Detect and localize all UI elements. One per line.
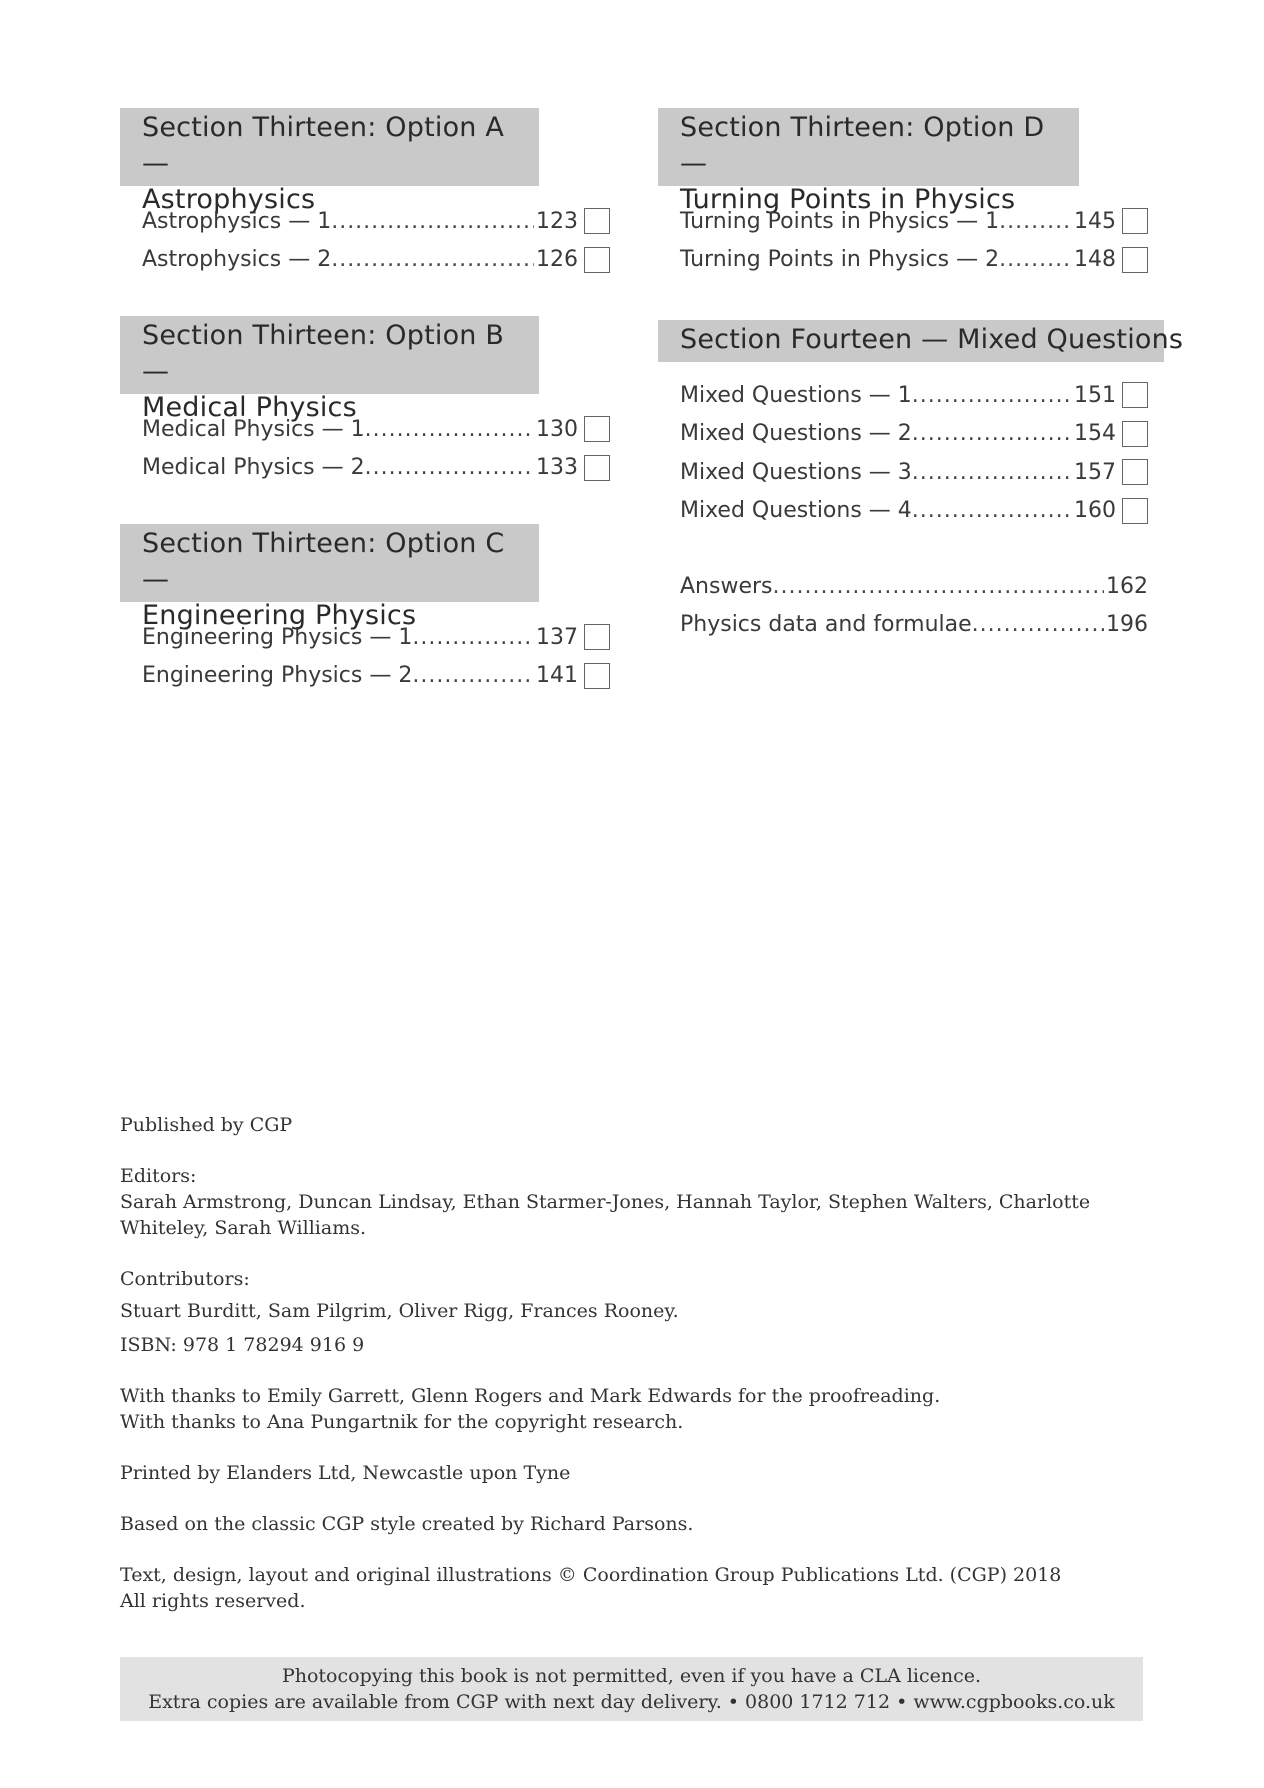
toc-entry-label: Mixed Questions — 3 (680, 459, 912, 485)
section-heading-line1: Section Fourteen — Mixed Questions (680, 324, 1184, 355)
toc-entry-label: Turning Points in Physics — 2 (680, 247, 1000, 273)
toc-entry[interactable] (120, 657, 610, 696)
thanks-proofreading: With thanks to Emily Garrett, Glenn Rogers and Mark Edwards for the proofreading. (120, 1385, 941, 1407)
leader-dots (412, 663, 534, 688)
section-heading (120, 108, 539, 215)
thanks-copyright: With thanks to Ana Pungartnik for the copyright research. (120, 1411, 684, 1433)
progress-checkbox[interactable] (1122, 382, 1148, 408)
toc-entry-page: 130 (536, 416, 578, 442)
section-heading (658, 108, 1079, 215)
toc-entry-label: Astrophysics — 2 (142, 247, 332, 273)
leader-dots (365, 417, 534, 442)
leader-dots (972, 612, 1104, 637)
progress-checkbox[interactable] (584, 416, 610, 442)
progress-checkbox[interactable] (584, 247, 610, 273)
footer-notice (120, 1657, 1143, 1721)
section-option-d (658, 108, 1148, 279)
toc-entry-page: 126 (536, 247, 578, 273)
toc-entry-page: 157 (1074, 459, 1116, 485)
progress-checkbox[interactable] (584, 624, 610, 650)
toc-entry[interactable] (658, 241, 1148, 280)
leader-dots (999, 247, 1072, 272)
toc-entry-page: 154 (1074, 421, 1116, 447)
copyright-line: Text, design, layout and original illustrations © Coordination Group Publications Ltd. (CGP) 2018 (120, 1564, 1062, 1586)
toc-entry-page: 133 (536, 455, 578, 481)
toc-entry-label: Mixed Questions — 1 (680, 382, 912, 408)
toc-entry-page: 123 (536, 208, 578, 234)
toc-entry-page: 162 (1106, 573, 1148, 599)
toc-entry-page: 151 (1074, 382, 1116, 408)
progress-checkbox[interactable] (1122, 421, 1148, 447)
toc-entry-label: Astrophysics — 1 (142, 208, 332, 234)
toc-entry-label: Mixed Questions — 4 (680, 498, 912, 524)
published-by: Published by CGP (120, 1114, 293, 1136)
leader-dots (331, 209, 534, 234)
toc-entry[interactable] (120, 241, 610, 280)
section-heading-line2: Turning Points in Physics (680, 184, 1016, 215)
progress-checkbox[interactable] (1122, 247, 1148, 273)
thanks (120, 1383, 1140, 1435)
leader-dots (365, 455, 534, 480)
toc-entry[interactable] (120, 202, 610, 241)
leader-dots (912, 383, 1072, 408)
progress-checkbox[interactable] (584, 208, 610, 234)
progress-checkbox[interactable] (584, 455, 610, 481)
editors-list: Sarah Armstrong, Duncan Lindsay, Ethan Starmer-Jones, Hannah Taylor, Stephen Walters, Charlotte Whiteley, Sarah Williams. (120, 1191, 1091, 1239)
copyright (120, 1562, 1140, 1614)
section-heading-line2: Astrophysics (142, 184, 316, 215)
toc-entry[interactable] (120, 410, 610, 449)
leader-dots (999, 209, 1072, 234)
section-heading (120, 524, 539, 631)
section-heading-line2: Medical Physics (142, 392, 357, 423)
editors-heading: Editors: (120, 1165, 197, 1187)
toc-entry[interactable] (120, 449, 610, 488)
progress-checkbox[interactable] (1122, 459, 1148, 485)
section-heading-line1: Section Thirteen: Option A — (142, 112, 505, 179)
section-heading-line2: Engineering Physics (142, 600, 417, 631)
toc-list (120, 618, 610, 695)
toc-entry-label: Engineering Physics — 2 (142, 663, 413, 689)
toc-list (120, 410, 610, 487)
leader-dots (412, 625, 534, 650)
toc-entry-label: Medical Physics — 1 (142, 416, 365, 442)
toc-entry-page: 141 (536, 663, 578, 689)
progress-checkbox[interactable] (1122, 208, 1148, 234)
toc-list (658, 202, 1148, 279)
contributors-heading: Contributors: (120, 1268, 250, 1290)
toc-entry-label: Physics data and formulae (680, 612, 972, 638)
progress-checkbox[interactable] (1122, 498, 1148, 524)
toc-entry-label: Answers (680, 573, 773, 599)
section-heading-line1: Section Thirteen: Option D — (680, 112, 1045, 179)
toc-entry-page: 148 (1074, 247, 1116, 273)
toc-entry[interactable] (658, 376, 1148, 415)
contributors-list: Stuart Burditt, Sam Pilgrim, Oliver Rigg, Frances Rooney. (120, 1300, 679, 1322)
section-fourteen (658, 320, 1184, 530)
leader-dots (912, 498, 1072, 523)
printed-by: Printed by Elanders Ltd, Newcastle upon Tyne (120, 1462, 571, 1484)
toc-entry-page: 145 (1074, 208, 1116, 234)
toc-entry-label: Mixed Questions — 2 (680, 421, 912, 447)
section-heading-line1: Section Thirteen: Option C — (142, 528, 505, 595)
leader-dots (331, 247, 534, 272)
toc-entry-answers[interactable] (658, 567, 1148, 606)
toc-list (658, 376, 1148, 530)
style-credit: Based on the classic CGP style created by Richard Parsons. (120, 1513, 694, 1535)
section-heading (120, 316, 539, 423)
leader-dots (912, 460, 1072, 485)
toc-entry[interactable] (658, 202, 1148, 241)
toc-entry[interactable] (658, 453, 1148, 492)
isbn: ISBN: 978 1 78294 916 9 (120, 1334, 365, 1356)
rights-reserved: All rights reserved. (120, 1590, 306, 1612)
toc-entry-page: 196 (1106, 612, 1148, 638)
section-heading (658, 320, 1184, 362)
toc-entry-label: Engineering Physics — 1 (142, 624, 413, 650)
toc-entry-label: Turning Points in Physics — 1 (680, 208, 1000, 234)
credits-block (120, 1112, 1140, 1639)
toc-entry[interactable] (120, 618, 610, 657)
toc-entry-label: Medical Physics — 2 (142, 455, 365, 481)
toc-entry-page: 160 (1074, 498, 1116, 524)
progress-checkbox[interactable] (584, 663, 610, 689)
editors (120, 1163, 1140, 1241)
section-option-c (120, 524, 610, 695)
toc-entry-data-formulae[interactable] (658, 606, 1148, 645)
toc-entry[interactable] (658, 492, 1148, 531)
toc-entry-page: 137 (536, 624, 578, 650)
section-option-b (120, 316, 610, 487)
leader-dots (773, 574, 1105, 599)
section-heading-line1: Section Thirteen: Option B — (142, 320, 505, 387)
leader-dots (912, 421, 1072, 446)
extras-list (658, 567, 1148, 644)
toc-entry[interactable] (658, 415, 1148, 454)
photocopy-notice: Photocopying this book is not permitted, even if you have a CLA licence. (281, 1665, 982, 1687)
order-info: Extra copies are available from CGP with next day delivery. • 0800 1712 712 • www.cgpbooks.co.uk (148, 1691, 1115, 1713)
section-option-a (120, 108, 610, 279)
toc-list (120, 202, 610, 279)
